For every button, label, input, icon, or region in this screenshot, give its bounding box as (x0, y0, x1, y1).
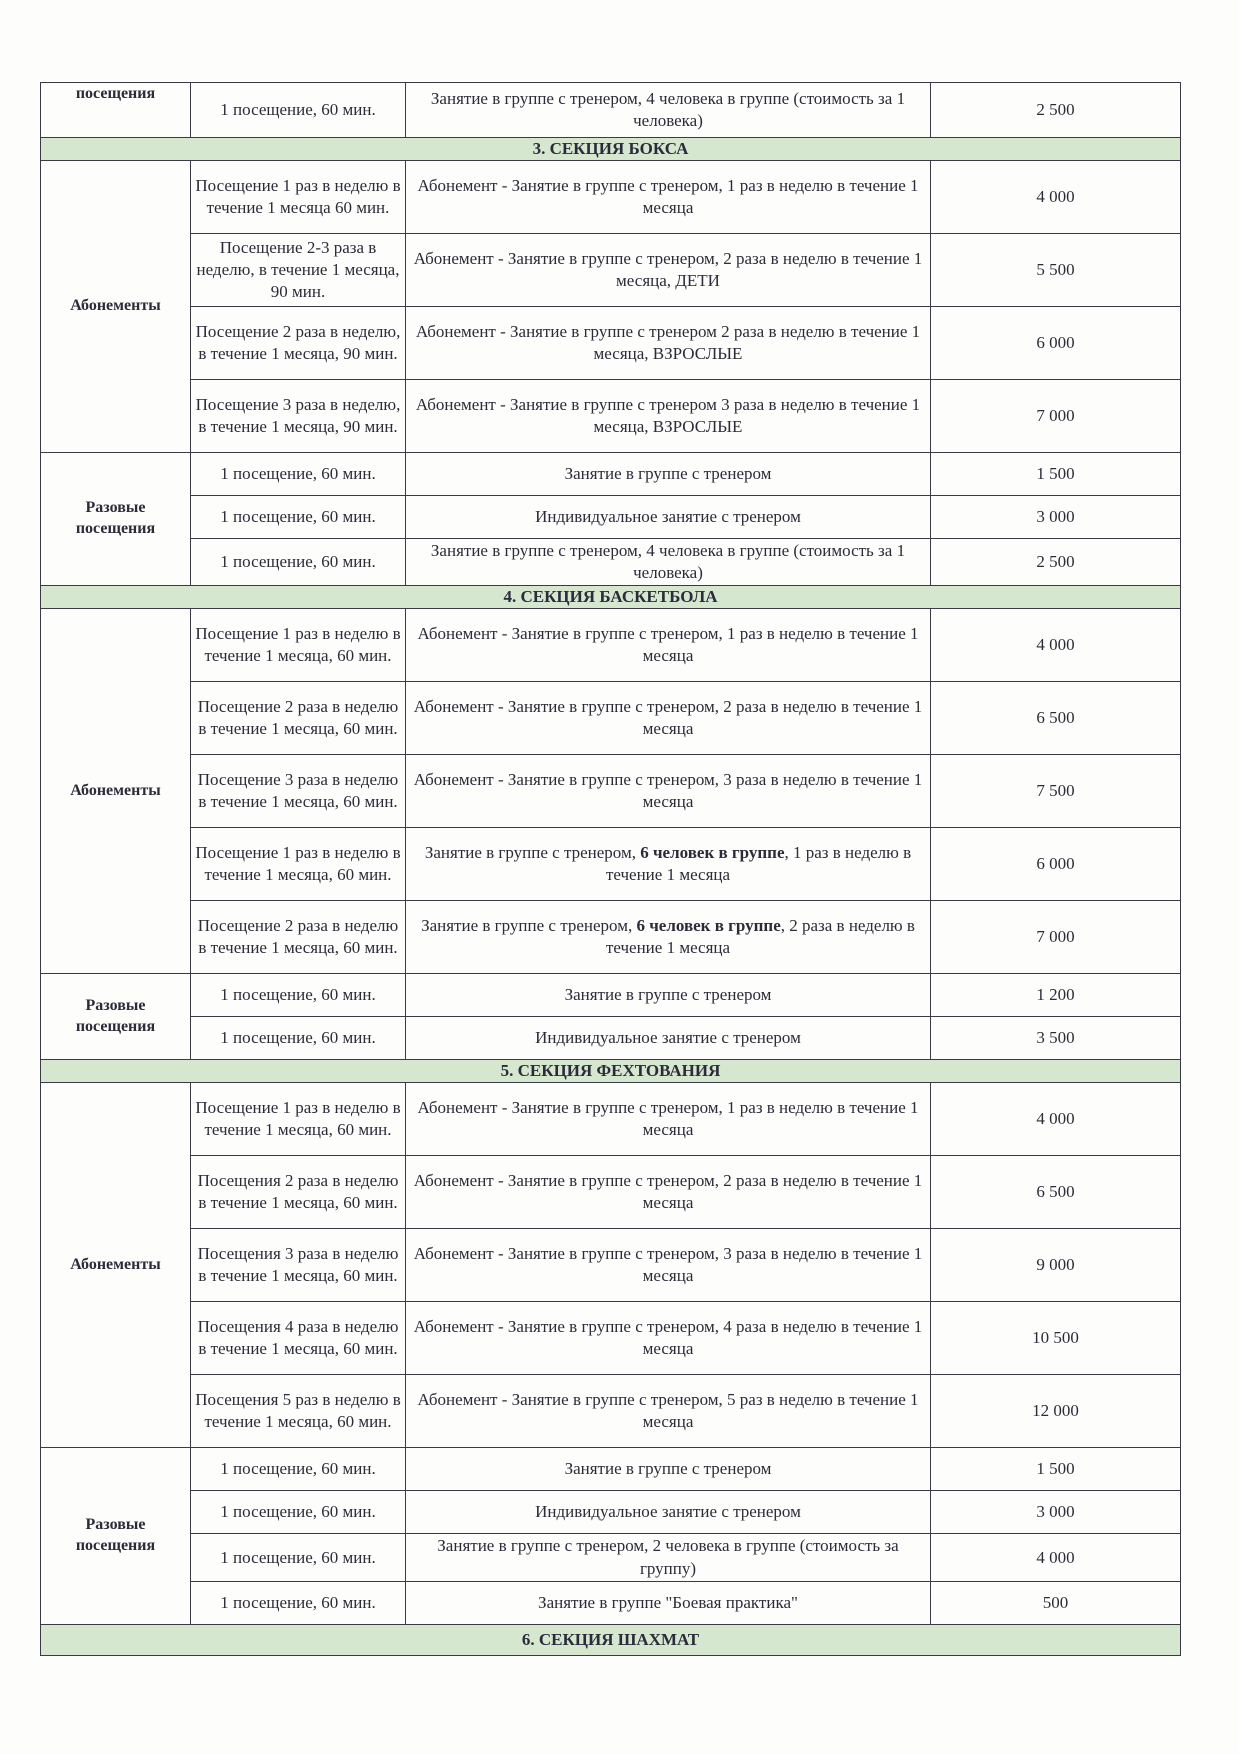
price-cell: 6 000 (931, 307, 1181, 380)
section-header-row (41, 586, 1181, 609)
description-text: Занятие в группе с тренером, (421, 916, 637, 936)
price-cell: 3 500 (931, 1017, 1181, 1060)
table-row (41, 1017, 1181, 1060)
table-row (41, 828, 1181, 901)
category-cell: Разовые посещения (41, 974, 191, 1060)
price-cell: 6 500 (931, 1156, 1181, 1229)
table-row (41, 1229, 1181, 1302)
description-cell: Абонемент - Занятие в группе с тренером, 2 раза в неделю в течение 1 месяца (406, 682, 931, 755)
description-cell: Индивидуальное занятие с тренером (406, 496, 931, 539)
description-emphasis: 6 человек в группе (636, 916, 781, 936)
visit-cell: Посещение 2 раза в неделю, в течение 1 месяца, 90 мин. (191, 307, 406, 380)
table-row (41, 1375, 1181, 1448)
price-cell: 1 200 (931, 974, 1181, 1017)
category-cell: Абонементы (41, 161, 191, 453)
table-row (41, 83, 1181, 138)
visit-cell: Посещение 2-3 раза в неделю, в течение 1 месяца, 90 мин. (191, 234, 406, 307)
visit-cell: Посещение 2 раза в неделю в течение 1 месяца, 60 мин. (191, 901, 406, 974)
table-row (41, 755, 1181, 828)
price-cell: 500 (931, 1581, 1181, 1624)
visit-cell: Посещение 3 раза в неделю в течение 1 месяца, 60 мин. (191, 755, 406, 828)
category-cell: Разовые посещения (41, 1448, 191, 1624)
description-cell: Занятие в группе с тренером, 2 человека в группе (стоимость за группу) (406, 1534, 931, 1581)
table-row (41, 1156, 1181, 1229)
visit-cell: 1 посещение, 60 мин. (191, 1491, 406, 1534)
price-cell: 4 000 (931, 1083, 1181, 1156)
section-header-row (41, 1624, 1181, 1655)
visit-cell: Посещение 2 раза в неделю в течение 1 месяца, 60 мин. (191, 682, 406, 755)
description-cell: Индивидуальное занятие с тренером (406, 1017, 931, 1060)
visit-cell: Посещения 3 раза в неделю в течение 1 месяца, 60 мин. (191, 1229, 406, 1302)
visit-cell: 1 посещение, 60 мин. (191, 974, 406, 1017)
visit-cell: Посещения 2 раза в неделю в течение 1 месяца, 60 мин. (191, 1156, 406, 1229)
description-cell: Занятие в группе с тренером (406, 1448, 931, 1491)
price-cell: 4 000 (931, 161, 1181, 234)
section-title: 3. СЕКЦИЯ БОКСА (41, 138, 1181, 161)
price-cell: 2 500 (931, 83, 1181, 138)
section-title: 5. СЕКЦИЯ ФЕХТОВАНИЯ (41, 1060, 1181, 1083)
description-cell: Занятие в группе с тренером (406, 974, 931, 1017)
category-cell: Разовые посещения (41, 453, 191, 586)
description-cell: Абонемент - Занятие в группе с тренером, 1 раз в неделю в течение 1 месяца (406, 161, 931, 234)
price-cell: 10 500 (931, 1302, 1181, 1375)
table-row (41, 1534, 1181, 1581)
description-text: Занятие в группе с тренером, (424, 843, 641, 863)
price-table (40, 82, 1181, 1656)
description-text: , 1 раз в неделю в течение 1 месяца (605, 843, 912, 885)
description-cell: Занятие в группе с тренером, 4 человека в группе (стоимость за 1 человека) (406, 539, 931, 586)
price-cell: 6 500 (931, 682, 1181, 755)
price-cell: 4 000 (931, 609, 1181, 682)
section-title: 4. СЕКЦИЯ БАСКЕТБОЛА (41, 586, 1181, 609)
visit-cell: Посещение 1 раз в неделю в течение 1 месяца, 60 мин. (191, 828, 406, 901)
section-header-row (41, 138, 1181, 161)
visit-cell: Посещение 1 раз в неделю в течение 1 месяца, 60 мин. (191, 609, 406, 682)
price-cell: 9 000 (931, 1229, 1181, 1302)
description-cell: Абонемент - Занятие в группе с тренером, 3 раза в неделю в течение 1 месяца (406, 1229, 931, 1302)
visit-cell: Посещение 1 раз в неделю в течение 1 месяца 60 мин. (191, 161, 406, 234)
price-cell: 5 500 (931, 234, 1181, 307)
description-cell: Абонемент - Занятие в группе с тренером, 3 раза в неделю в течение 1 месяца (406, 755, 931, 828)
table-row (41, 1448, 1181, 1491)
description-cell: Занятие в группе с тренером (406, 453, 931, 496)
price-cell: 6 000 (931, 828, 1181, 901)
price-cell: 3 000 (931, 1491, 1181, 1534)
category-cell: Абонементы (41, 1083, 191, 1448)
price-cell: 3 000 (931, 496, 1181, 539)
description-cell: Абонемент - Занятие в группе с тренером, 1 раз в неделю в течение 1 месяца (406, 1083, 931, 1156)
description-cell: Абонемент - Занятие в группе с тренером, 4 раза в неделю в течение 1 месяца (406, 1302, 931, 1375)
table-row (41, 682, 1181, 755)
description-cell: Индивидуальное занятие с тренером (406, 1491, 931, 1534)
description-cell: Абонемент - Занятие в группе с тренером 2 раза в неделю в течение 1 месяца, ВЗРОСЛЫЕ (406, 307, 931, 380)
table-row (41, 1581, 1181, 1624)
description-emphasis: 6 человек в группе (640, 843, 785, 863)
visit-cell: 1 посещение, 60 мин. (191, 453, 406, 496)
description-cell (406, 901, 931, 974)
visit-cell: 1 посещение, 60 мин. (191, 539, 406, 586)
price-cell: 2 500 (931, 539, 1181, 586)
visit-cell: 1 посещение, 60 мин. (191, 1017, 406, 1060)
table-row (41, 901, 1181, 974)
table-row (41, 453, 1181, 496)
description-cell: Абонемент - Занятие в группе с тренером, 1 раз в неделю в течение 1 месяца (406, 609, 931, 682)
price-cell: 7 000 (931, 901, 1181, 974)
visit-cell: 1 посещение, 60 мин. (191, 1534, 406, 1581)
table-row (41, 1083, 1181, 1156)
description-cell: Абонемент - Занятие в группе с тренером, 2 раза в неделю в течение 1 месяца, ДЕТИ (406, 234, 931, 307)
visit-cell: Посещения 4 раза в неделю в течение 1 месяца, 60 мин. (191, 1302, 406, 1375)
price-table-body (41, 83, 1181, 1656)
table-row (41, 161, 1181, 234)
description-cell: Занятие в группе с тренером, 4 человека в группе (стоимость за 1 человека) (406, 83, 931, 138)
table-row (41, 1302, 1181, 1375)
description-cell: Занятие в группе "Боевая практика" (406, 1581, 931, 1624)
price-cell: 4 000 (931, 1534, 1181, 1581)
visit-cell: 1 посещение, 60 мин. (191, 1581, 406, 1624)
price-cell: 7 500 (931, 755, 1181, 828)
section-title: 6. СЕКЦИЯ ШАХМАТ (41, 1624, 1181, 1655)
table-row (41, 1491, 1181, 1534)
price-cell: 12 000 (931, 1375, 1181, 1448)
visit-cell: Посещение 3 раза в неделю, в течение 1 месяца, 90 мин. (191, 380, 406, 453)
table-row (41, 307, 1181, 380)
description-text: , 2 раза в неделю в течение 1 месяца (605, 916, 915, 958)
description-cell (406, 828, 931, 901)
description-cell: Абонемент - Занятие в группе с тренером 3 раза в неделю в течение 1 месяца, ВЗРОСЛЫЕ (406, 380, 931, 453)
section-header-row (41, 1060, 1181, 1083)
price-cell: 7 000 (931, 380, 1181, 453)
visit-cell: Посещение 1 раз в неделю в течение 1 месяца, 60 мин. (191, 1083, 406, 1156)
visit-cell: 1 посещение, 60 мин. (191, 83, 406, 138)
price-cell: 1 500 (931, 453, 1181, 496)
category-cell: посещения (41, 83, 191, 138)
table-row (41, 539, 1181, 586)
category-cell: Абонементы (41, 609, 191, 974)
description-cell: Абонемент - Занятие в группе с тренером, 2 раза в неделю в течение 1 месяца (406, 1156, 931, 1229)
visit-cell: 1 посещение, 60 мин. (191, 496, 406, 539)
table-row (41, 234, 1181, 307)
table-row (41, 380, 1181, 453)
table-row (41, 609, 1181, 682)
description-cell: Абонемент - Занятие в группе с тренером, 5 раз в неделю в течение 1 месяца (406, 1375, 931, 1448)
table-row (41, 496, 1181, 539)
visit-cell: 1 посещение, 60 мин. (191, 1448, 406, 1491)
table-row (41, 974, 1181, 1017)
price-cell: 1 500 (931, 1448, 1181, 1491)
visit-cell: Посещения 5 раз в неделю в течение 1 месяца, 60 мин. (191, 1375, 406, 1448)
